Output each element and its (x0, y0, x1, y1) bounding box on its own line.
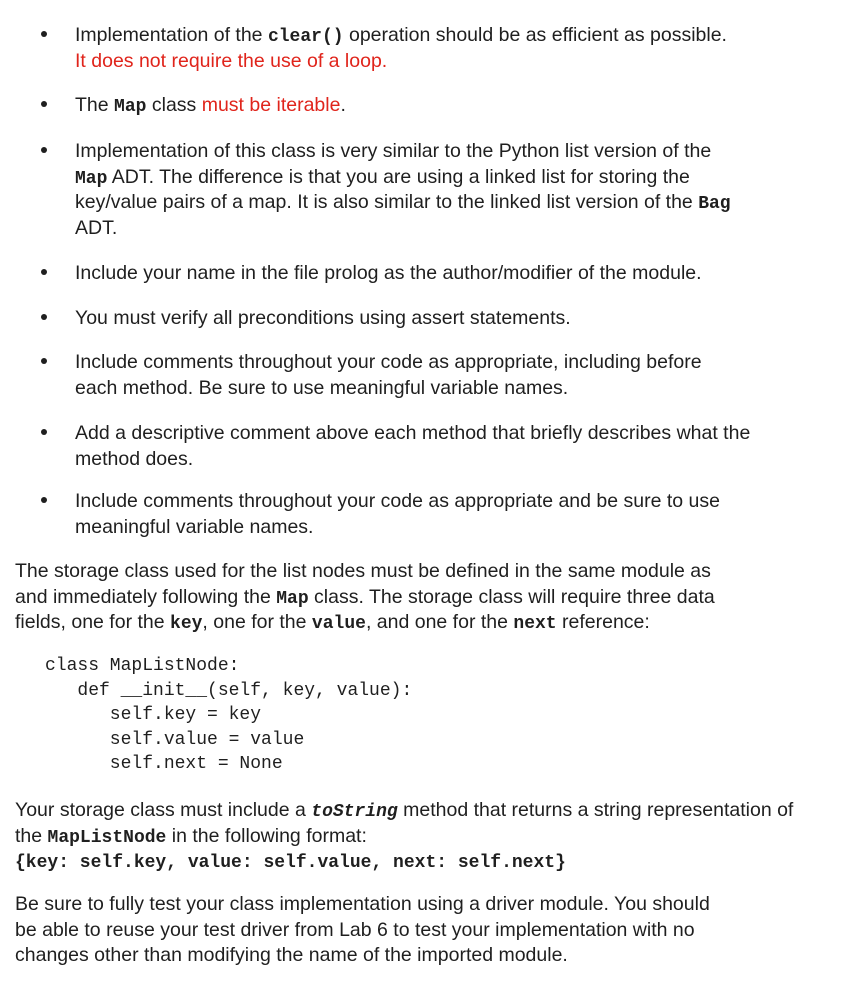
text-line (15, 798, 793, 824)
text-line (15, 824, 367, 850)
text-line (75, 421, 750, 445)
text-span: Include comments throughout your code as appropriate, including before (75, 351, 702, 373)
text-span: the (15, 824, 48, 847)
text-line (75, 139, 711, 163)
bullet-dot (41, 269, 47, 275)
text-span: operation should be as efficient as possible. (343, 24, 727, 46)
code-term: {key: self.key, value: self.value, next: self.next} (15, 853, 566, 873)
text-line (15, 849, 566, 875)
text-line (75, 350, 702, 374)
text-span: meaningful variable names. (75, 515, 314, 538)
code-line: def __init__(self, key, value): (45, 680, 413, 701)
text-span: be able to reuse your test driver from Lab 6 to test your implementation with no (15, 918, 695, 941)
text-line (75, 23, 727, 49)
text-line (15, 559, 711, 583)
code-term: clear() (267, 27, 344, 47)
text-line (15, 585, 715, 611)
text-line (75, 261, 702, 285)
text-span: Add a descriptive comment above each method that briefly describes what the (75, 422, 751, 444)
text-span: , one for the (202, 611, 312, 633)
text-span: , and one for the (365, 611, 514, 633)
text-span: Include your name in the file prolog as the author/modifier of the module. (75, 262, 702, 284)
text-line (15, 918, 695, 942)
text-line (75, 190, 731, 216)
text-line (75, 306, 571, 330)
text-span: Be sure to fully test your class implementation using a driver module. You should (15, 893, 710, 915)
code-term: Map (75, 168, 108, 189)
text-span: each method. Be sure to use meaningful variable names. (75, 376, 569, 399)
code-term: Map (276, 588, 309, 609)
text-span: class (146, 94, 202, 116)
text-line (75, 489, 720, 513)
bullet-dot (41, 147, 47, 153)
text-span: ADT. (75, 216, 118, 239)
bullet-dot (41, 31, 47, 37)
bullet-dot (41, 314, 47, 320)
code-term: value (311, 614, 366, 634)
text-line (15, 610, 650, 636)
text-span: Your storage class must include a (15, 799, 312, 821)
text-line (75, 376, 568, 400)
code-term: next (513, 614, 557, 634)
text-line (75, 93, 346, 119)
text-span: The (75, 94, 115, 116)
code-term: key (170, 614, 203, 634)
text-line (75, 447, 193, 471)
text-span: It does not require the use of a loop. (75, 49, 388, 72)
code-term: MapListNode (47, 827, 167, 848)
bullet-dot (41, 358, 47, 364)
text-span: Include comments throughout your code as appropriate and be sure to use (75, 490, 720, 512)
code-term: Bag (698, 194, 731, 214)
code-line: class MapListNode: (45, 656, 240, 676)
bullet-dot (41, 497, 47, 503)
code-term: Map (114, 97, 147, 117)
text-span: in the following format: (166, 824, 367, 847)
text-span: ADT. The difference is that you are using a linked list for storing the (107, 165, 690, 188)
text-span: fields, one for the (15, 611, 171, 633)
text-span: Implementation of this class is very similar to the Python list version of the (75, 140, 712, 162)
text-span: You must verify all preconditions using assert statements. (75, 307, 571, 329)
text-line (75, 49, 387, 73)
text-line (75, 165, 690, 191)
text-span: . (340, 94, 346, 116)
code-line: self.next = None (45, 754, 283, 774)
text-span: method does. (75, 447, 194, 470)
code-line: self.value = value (45, 729, 305, 750)
text-span: changes other than modifying the name of the imported module. (15, 944, 568, 966)
text-span: Implementation of the (75, 24, 268, 46)
text-line (75, 515, 313, 539)
code-line: self.key = key (45, 705, 262, 725)
text-span: reference: (556, 611, 650, 633)
text-line (15, 892, 710, 916)
bullet-dot (41, 429, 47, 435)
text-line (15, 943, 568, 967)
bullet-dot (41, 101, 47, 107)
text-span: key/value pairs of a map. It is also similar to the linked list version of the (75, 191, 699, 213)
text-span: method that returns a string representation of (397, 799, 794, 821)
text-span: The storage class used for the list nodes must be defined in the same module as (15, 560, 711, 582)
code-term: toString (311, 802, 398, 822)
text-span: and immediately following the (15, 585, 277, 608)
text-span: must be iterable (201, 94, 341, 116)
text-span: class. The storage class will require three data (308, 585, 715, 608)
text-line (75, 216, 117, 240)
